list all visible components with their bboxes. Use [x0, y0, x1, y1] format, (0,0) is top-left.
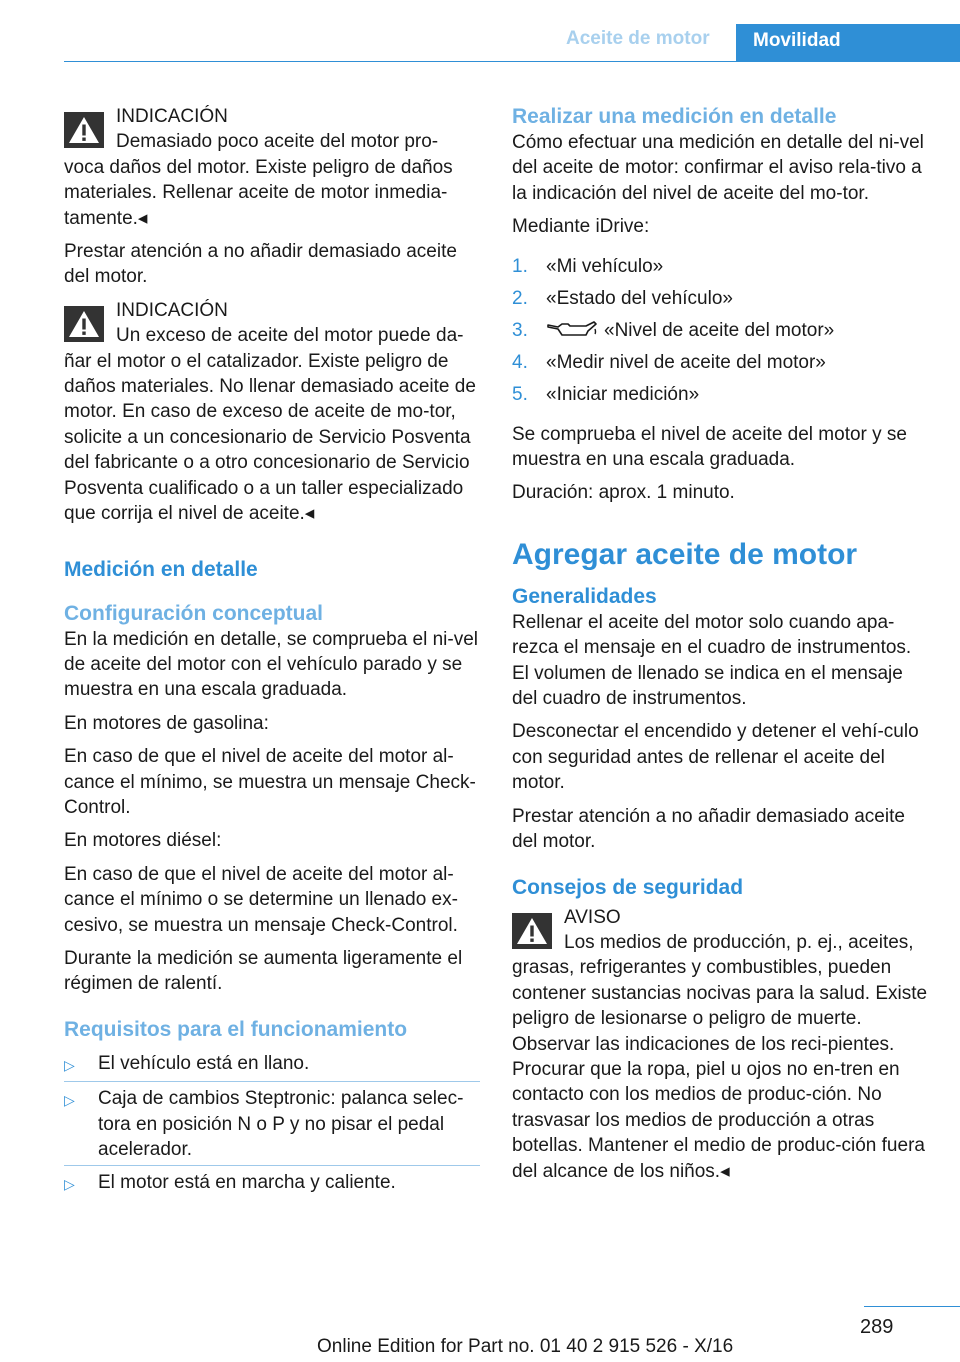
- paragraph: En motores de gasolina:: [64, 712, 269, 734]
- idrive-steps-list: [512, 254, 932, 414]
- warning-triangle-icon: [64, 306, 104, 342]
- section-heading-general: Generalidades: [512, 584, 657, 608]
- warning-text-lead: Demasiado poco aceite del motor pro-: [116, 131, 439, 153]
- requirements-list: [64, 1047, 480, 1201]
- paragraph: Se comprueba el nivel de aceite del motor y se muestra en una escala graduada.: [512, 423, 907, 471]
- left-column: [64, 100, 480, 1201]
- paragraph: Mediante iDrive:: [512, 216, 650, 238]
- paragraph: En motores diésel:: [64, 830, 222, 852]
- bullet-triangle-icon: ▷: [64, 1056, 75, 1073]
- step-text: «Estado del vehículo»: [546, 287, 733, 309]
- step-number: 4.: [512, 351, 528, 373]
- paragraph: En caso de que el nivel de aceite del motor al-cance el mínimo o se determine un llenado ex-cesivo, se muestra un mensaje Check-Control.: [64, 863, 458, 936]
- step-number: 2.: [512, 287, 528, 309]
- list-item: [512, 350, 932, 382]
- list-item: [64, 1165, 480, 1200]
- list-item: [512, 254, 932, 286]
- paragraph: Prestar atención a no añadir demasiado aceite del motor.: [64, 241, 457, 288]
- list-item-text: El vehículo está en llano.: [98, 1052, 310, 1074]
- oil-can-icon: [546, 320, 598, 338]
- paragraph: En la medición en detalle, se comprueba el ni-vel de aceite del motor con el vehículo parado y se muestra en una escala graduada.: [64, 628, 479, 701]
- step-number: 5.: [512, 383, 528, 405]
- warning-text-lead: Un exceso de aceite del motor puede da-: [116, 325, 464, 347]
- paragraph: Durante la medición se aumenta ligeramente el régimen de ralentí.: [64, 947, 463, 995]
- warning-triangle-icon: [64, 112, 104, 148]
- warning-block-3: [512, 905, 932, 1184]
- step-number: 3.: [512, 319, 528, 341]
- warning-triangle-icon: [512, 913, 552, 949]
- step-text: «Mi vehículo»: [546, 255, 664, 277]
- paragraph: Rellenar el aceite del motor solo cuando apa-rezca el mensaje en el cuadro de instrumentos. El volumen de llenado se indica en el mensaje del cuadro de instrumentos.: [512, 611, 912, 710]
- section-heading-detail: Medición en detalle: [64, 557, 258, 581]
- subsection-heading-measure: Realizar una medición en detalle: [512, 105, 837, 128]
- header-section-title: Aceite de motor: [566, 28, 710, 49]
- header-rule: [64, 61, 960, 62]
- warning-text: grasas, refrigerantes y combustibles, pueden contener sustancias nocivas para la salud. Existe peligro de lesionarse o peligro de muerte. Observar las indicaciones de los reci-pientes. Procurar que la ropa, piel u ojos no en-tren en contacto con los medios de produc-ción. No trasvasar los medios de producción a otras botellas. Mantener el medio de produc-ción fuera del alcance de los niños.◂: [512, 957, 928, 1182]
- step-text: «Iniciar medición»: [546, 383, 700, 405]
- list-item: [64, 1081, 480, 1165]
- list-item-text: Caja de cambios Steptronic: palanca selec-tora en posición N o P y no pisar el pedal acelerador.: [98, 1088, 464, 1160]
- warning-text-lead: Los medios de producción, p. ej., aceites,: [564, 931, 914, 953]
- step-text: «Nivel de aceite del motor»: [604, 319, 835, 341]
- paragraph: Duración: aprox. 1 minuto.: [512, 482, 735, 504]
- list-item: [512, 286, 932, 318]
- section-heading-safety: Consejos de seguridad: [512, 875, 744, 899]
- warning-text: ñar el motor o el catalizador. Existe peligro de daños materiales. No llenar demasiado aceite de motor. En caso de exceso de aceite de mo-tor, solicite a un concesionario de Servicio Posventa del fabricante o a otro concesionario de Servicio Posventa cualificado o a un taller especializado que corrija el nivel de aceite.◂: [64, 350, 476, 525]
- step-text: «Medir nivel de aceite del motor»: [546, 351, 826, 373]
- bullet-triangle-icon: ▷: [64, 1092, 75, 1109]
- chapter-heading-add-oil: Agregar aceite de motor: [512, 537, 858, 571]
- warning-title: INDICACIÓN: [116, 299, 228, 321]
- bullet-triangle-icon: ▷: [64, 1176, 75, 1193]
- paragraph: Prestar atención a no añadir demasiado aceite del motor.: [512, 805, 905, 853]
- step-number: 1.: [512, 255, 528, 277]
- edition-footer: Online Edition for Part no. 01 40 2 915 526 - X/16: [317, 1336, 734, 1357]
- list-item-text: El motor está en marcha y caliente.: [98, 1172, 396, 1194]
- paragraph: Cómo efectuar una medición en detalle del ni-vel del aceite de motor: confirmar el aviso rela-tivo a la indicación del nivel de aceite del mo-tor.: [512, 132, 924, 204]
- warning-text: voca daños del motor. Existe peligro de daños materiales. Rellenar aceite de motor inmedia-tamente.◂: [64, 156, 453, 229]
- warning-title: INDICACIÓN: [116, 106, 228, 127]
- subsection-heading-concept: Configuración conceptual: [64, 601, 324, 625]
- paragraph: Desconectar el encendido y detener el vehí-culo con seguridad antes de rellenar el aceite del motor.: [512, 721, 919, 794]
- warning-block-2: [64, 298, 480, 527]
- footer-rule: [864, 1306, 960, 1307]
- list-item: [512, 382, 932, 414]
- list-item: [64, 1047, 480, 1081]
- right-column: [512, 100, 932, 1192]
- warning-block-1: [64, 104, 480, 231]
- paragraph: En caso de que el nivel de aceite del motor al-cance el mínimo, se muestra un mensaje Check-Control.: [64, 746, 476, 818]
- page-number: 289: [860, 1316, 894, 1338]
- warning-title: AVISO: [564, 906, 621, 928]
- header-chapter-tab: Movilidad: [736, 24, 960, 62]
- subsection-heading-requirements: Requisitos para el funcionamiento: [64, 1017, 408, 1041]
- list-item: [512, 318, 932, 350]
